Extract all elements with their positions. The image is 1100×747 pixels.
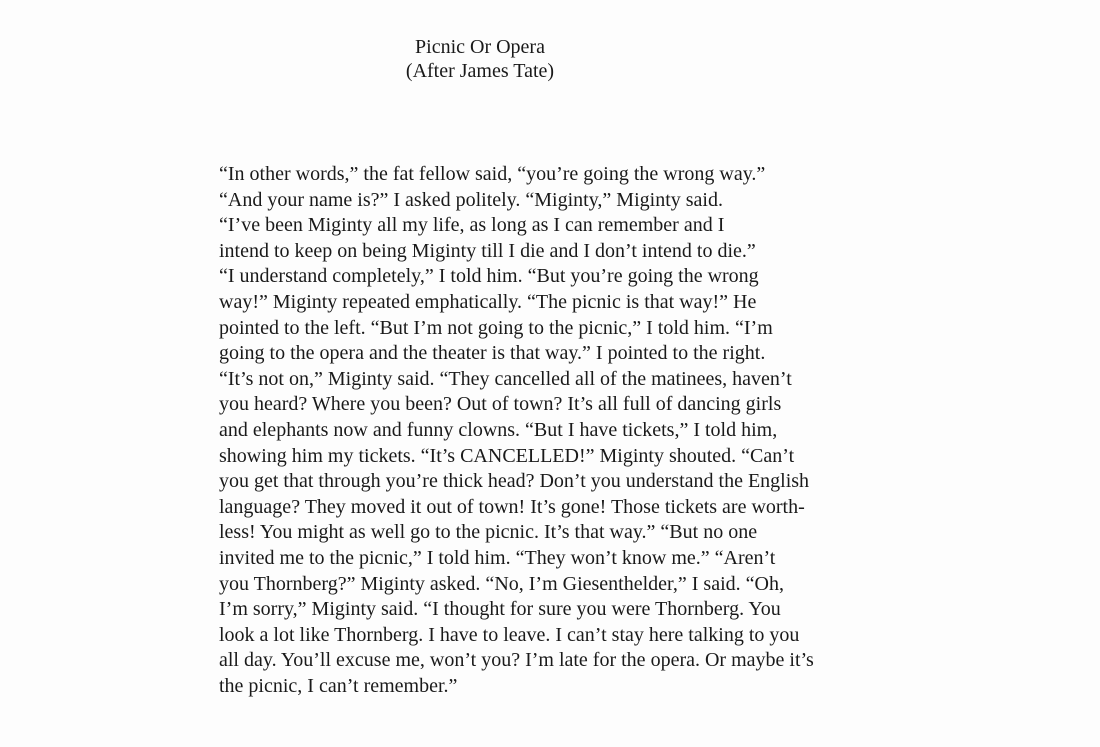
poem-line: you Thornberg?” Miginty asked. “No, I’m Giesenthelder,” I said. “Oh, — [219, 572, 784, 595]
poem-line: language? They moved it out of town! It’s gone! Those tickets are worth- — [219, 495, 805, 518]
poem-line: invited me to the picnic,” I told him. “They won’t know me.” “Aren’t — [219, 546, 776, 569]
poem-line: way!” Miginty repeated emphatically. “The picnic is that way!” He — [219, 290, 757, 313]
poem-line: “I’ve been Miginty all my life, as long as I can remember and I — [219, 214, 725, 237]
poem-subtitle: (After James Tate) — [405, 60, 555, 82]
poem-line: intend to keep on being Miginty till I die and I don’t intend to die.” — [219, 239, 756, 262]
poem-line: the picnic, I can’t remember.” — [219, 674, 458, 697]
poem-line: look a lot like Thornberg. I have to leave. I can’t stay here talking to you — [219, 623, 800, 646]
poem-line: “And your name is?” I asked politely. “Miginty,” Miginty said. — [219, 188, 723, 211]
poem-line: “In other words,” the fat fellow said, “you’re going the wrong way.” — [219, 163, 766, 185]
poem-line: you heard? Where you been? Out of town? It’s all full of dancing girls — [219, 393, 782, 416]
poem-line: all day. You’ll excuse me, won’t you? I’m late for the opera. Or maybe it’s — [219, 649, 814, 672]
poem-title: Picnic Or Opera — [415, 36, 545, 58]
poem-line: “It’s not on,” Miginty said. “They cancelled all of the matinees, haven’t — [219, 367, 792, 390]
poem-line: showing him my tickets. “It’s CANCELLED!” Miginty shouted. “Can’t — [219, 444, 795, 467]
poem-body — [219, 162, 1079, 699]
poem-line: going to the opera and the theater is that way.” I pointed to the right. — [219, 342, 766, 365]
poem-line: you get that through you’re thick head? Don’t you understand the English — [219, 470, 810, 493]
title-block — [380, 35, 580, 83]
poem-line: and elephants now and funny clowns. “But I have tickets,” I told him, — [219, 418, 778, 441]
poem-line: less! You might as well go to the picnic. It’s that way.” “But no one — [219, 521, 758, 544]
poem-line: pointed to the left. “But I’m not going to the picnic,” I told him. “I’m — [219, 316, 773, 339]
poem-line: “I understand completely,” I told him. “But you’re going the wrong — [219, 265, 759, 288]
poem-line: I’m sorry,” Miginty said. “I thought for sure you were Thornberg. You — [219, 598, 781, 621]
